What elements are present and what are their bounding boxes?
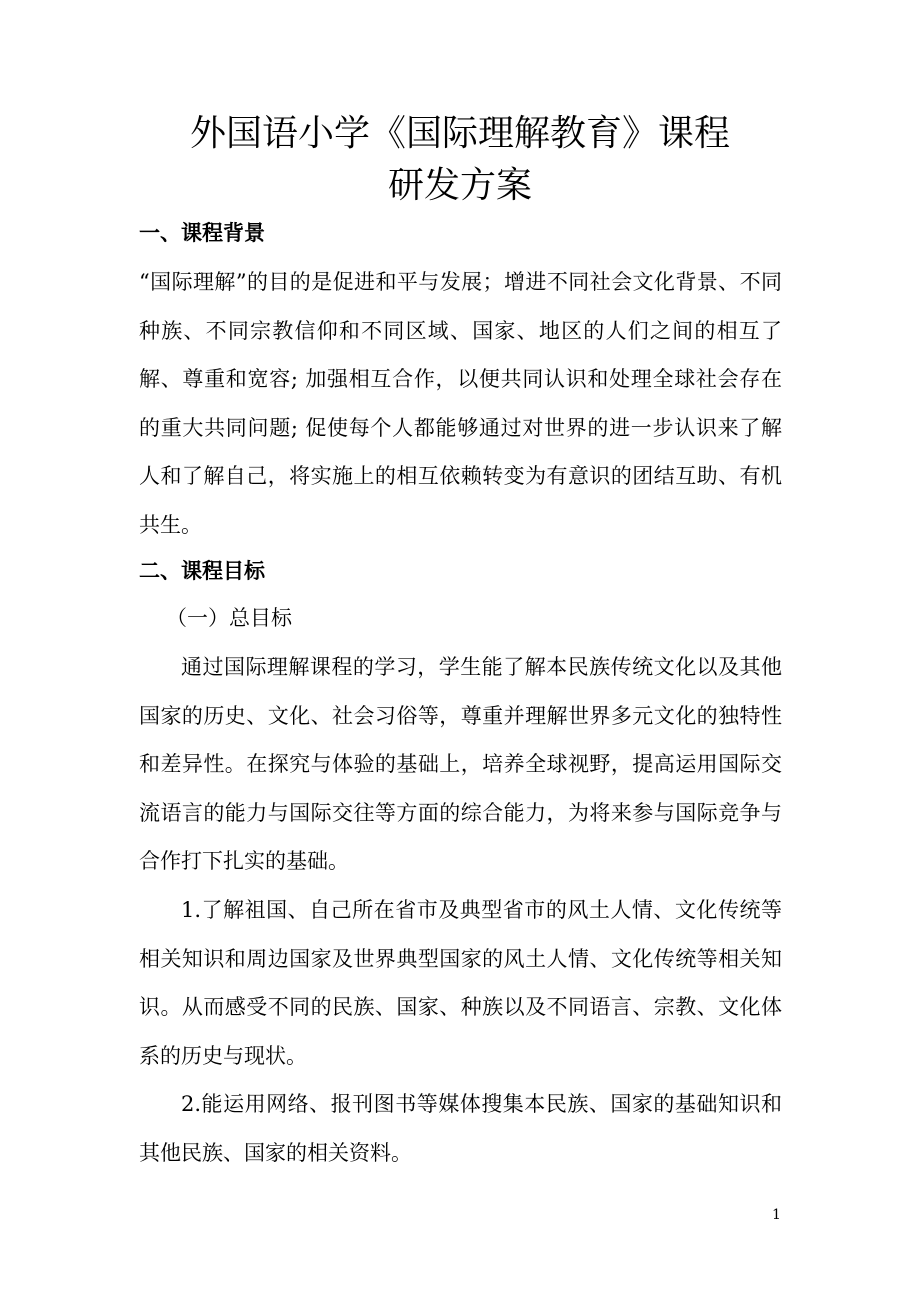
section-heading-goals: 二、课程目标 (139, 559, 265, 583)
subsection-heading-overall-goal: （一）总目标 (166, 606, 292, 630)
background-paragraph: “国际理解”的目的是促进和平与发展；增进不同社会文化背景、不同种族、不同宗教信仰和不同区域、国家、地区的人们之间的相互了解、尊重和宽容; 加强相互合作，以便共同认识和处理全球社会存在的重大共同问题; 促使每个人都能够通过对世界的进一步认识来了解人和了解自己，将实施上的相互依赖转变为有意识的团结互助、有机共生。 (139, 270, 782, 537)
overall-goal-paragraph: 通过国际理解课程的学习，学生能了解本民族传统文化以及其他国家的历史、文化、社会习俗等，尊重并理解世界多元文化的独特性和差异性。在探究与体验的基础上，培养全球视野，提高运用国际交流语言的能力与国际交往等方面的综合能力，为将来参与国际竞争与合作打下扎实的基础。 (139, 655, 782, 873)
document-title-line-1: 外国语小学《国际理解教育》课程 (189, 113, 730, 154)
goal-item-2: 2.能运用网络、报刊图书等媒体搜集本民族、国家的基础知识和其他民族、国家的相关资料。 (139, 1092, 782, 1165)
section-heading-background: 一、课程背景 (139, 221, 265, 245)
goal-item-1: 1.了解祖国、自己所在省市及典型省市的风土人情、文化传统等相关知识和周边国家及世界典型国家的风土人情、文化传统等相关知识。从而感受不同的民族、国家、种族以及不同语言、宗教、文化体系的历史与现状。 (139, 898, 782, 1068)
document-title-line-2: 研发方案 (387, 165, 532, 206)
page-number: 1 (772, 1207, 781, 1223)
